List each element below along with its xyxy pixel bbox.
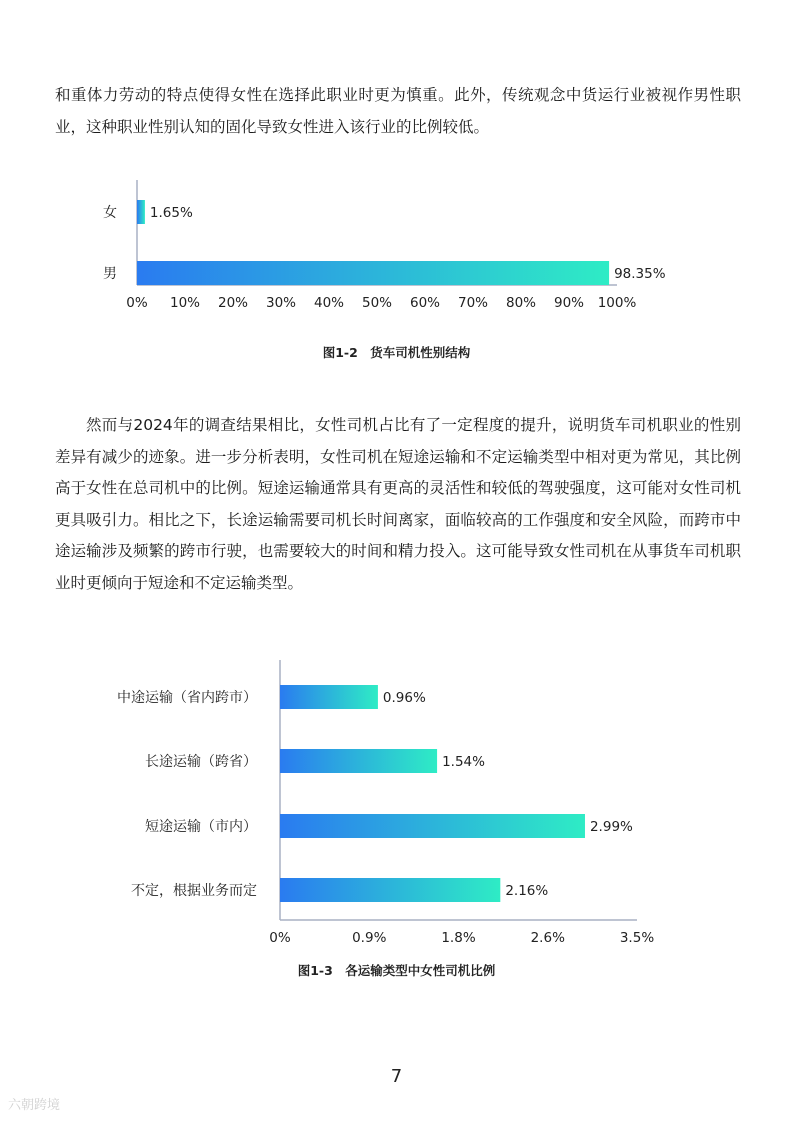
data-label: 98.35%: [614, 266, 666, 282]
x-tick-label: 10%: [169, 295, 201, 311]
chart2-caption: 图1-3 各运输类型中女性司机比例: [297, 963, 496, 978]
paragraph-analysis: 然而与2024年的调查结果相比，女性司机占比有了一定程度的提升，说明货车司机职业的性别差异有减少的迹象。进一步分析表明，女性司机在短途运输和不定运输类型中相对更为常见，其比例高于女性在总司机中的比例。短途运输通常具有更高的灵活性和较低的驾驶强度，这可能对女性司机更具吸引力。相比之下，长途运输需要司机长时间离家，面临较高的工作强度和安全风险，而跨市中途运输涉及频繁的跨市行驶，也需要较大的时间和精力投入。这可能导致女性司机在从事货车司机职业时更倾向于短途和不定运输类型。: [55, 416, 741, 592]
x-tick-label: 30%: [265, 295, 297, 311]
x-tick-label: 3.5%: [619, 930, 655, 946]
x-tick-label: 70%: [457, 295, 489, 311]
data-label: 0.96%: [382, 690, 426, 706]
x-tick-label: 1.8%: [441, 930, 476, 946]
bar: [280, 685, 378, 709]
category-label: 长途运输（跨省）: [145, 754, 257, 770]
data-label: 1.65%: [149, 205, 193, 221]
category-label: 中途运输（省内跨市）: [117, 690, 257, 706]
chart1-caption: 图1-2 货车司机性别结构: [322, 345, 471, 360]
paragraph-intro: 和重体力劳动的特点使得女性在选择此职业时更为慎重。此外，传统观念中货运行业被视作男性职业，这种职业性别认知的固化导致女性进入该行业的比例较低。: [55, 86, 741, 136]
bar: [280, 878, 500, 902]
x-tick-label: 2.6%: [530, 930, 565, 946]
x-tick-label: 90%: [553, 295, 585, 311]
category-label: 不定，根据业务而定: [131, 883, 257, 899]
x-tick-label: 40%: [313, 295, 345, 311]
category-label: 男: [103, 266, 117, 282]
x-tick-label: 0%: [126, 295, 148, 311]
x-tick-label: 0.9%: [352, 930, 387, 946]
bar: [137, 200, 145, 224]
gender-structure-chart: [0, 170, 793, 340]
x-tick-label: 100%: [597, 295, 637, 311]
data-label: 1.54%: [442, 754, 485, 770]
category-label: 女: [103, 205, 117, 221]
bar: [137, 261, 609, 285]
x-tick-label: 80%: [505, 295, 537, 311]
transport-type-chart: [0, 655, 793, 955]
x-tick-label: 60%: [409, 295, 441, 311]
x-tick-label: 0%: [269, 930, 291, 946]
watermark-logo: 六朝跨境: [8, 1098, 61, 1113]
bar: [280, 814, 585, 838]
x-tick-label: 50%: [361, 295, 393, 311]
bar: [280, 749, 437, 773]
category-label: 短途运输（市内）: [145, 819, 257, 835]
page-number: 7: [390, 1066, 403, 1087]
data-label: 2.16%: [505, 883, 549, 899]
data-label: 2.99%: [589, 819, 633, 835]
x-tick-label: 20%: [217, 295, 249, 311]
